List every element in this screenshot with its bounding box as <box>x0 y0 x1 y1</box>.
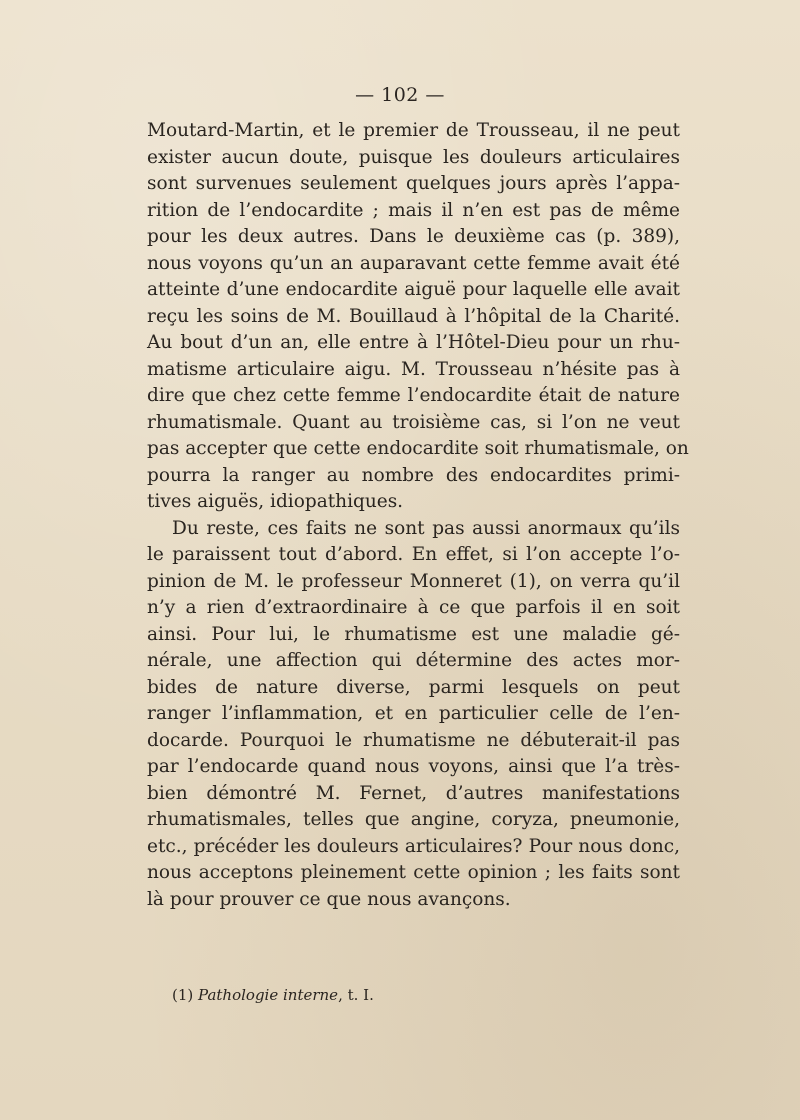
text-line: rhumatismales, telles que angine, coryza, pneumonie, <box>147 809 680 830</box>
text-line: là pour prouver ce que nous avançons. <box>147 888 511 910</box>
text-line: nous voyons qu’un an auparavant cette femme avait été <box>147 252 680 274</box>
text-line: dire que chez cette femme l’endocardite était de nature <box>147 385 680 406</box>
text-line: n’y a rien d’extraordinaire à ce que parfois il en soit <box>147 597 680 618</box>
text-line: bides de nature diverse, parmi lesquels on peut <box>147 676 680 698</box>
footnote-rest: , t. I. <box>338 986 374 1004</box>
text-line: exister aucun doute, puisque les douleurs articulaires <box>147 146 680 168</box>
text-line: reçu les soins de M. Bouillaud à l’hôpital de la Charité. <box>147 305 680 327</box>
text-line: Au bout d’un an, elle entre à l’Hôtel-Dieu pour un rhu- <box>147 332 680 353</box>
page-number: — 102 — <box>355 84 445 106</box>
text-line: atteinte d’une endocardite aiguë pour laquelle elle avait <box>147 279 680 300</box>
text-line: ranger l’inflammation, et en particulier celle de l’en- <box>147 703 680 724</box>
text-line: Du reste, ces faits ne sont pas aussi anormaux qu’ils <box>172 517 680 539</box>
footnote-marker: (1) <box>172 986 194 1004</box>
paragraph-1 <box>147 118 689 516</box>
text-line: rition de l’endocardite ; mais il n’en est pas de même <box>147 199 680 221</box>
text-line: le paraissent tout d’abord. En effet, si l’on accepte l’o- <box>147 544 680 565</box>
text-line: pour les deux autres. Dans le deuxième cas (p. 389), <box>147 226 680 247</box>
text-line: nérale, une affection qui détermine des actes mor- <box>147 650 680 671</box>
text-line: Moutard-Martin, et le premier de Trousseau, il ne peut <box>147 120 680 141</box>
text-line: ainsi. Pour lui, le rhumatisme est une maladie gé- <box>147 623 680 645</box>
text-line: matisme articulaire aigu. M. Trousseau n’hésite pas à <box>147 358 680 380</box>
text-line: rhumatismale. Quant au troisième cas, si l’on ne veut <box>147 411 680 433</box>
body-text <box>147 118 689 913</box>
text-line: pourra la ranger au nombre des endocardites primi- <box>147 464 680 486</box>
text-line: etc., précéder les douleurs articulaires? Pour nous donc, <box>147 835 680 857</box>
text-line: nous acceptons pleinement cette opinion ; les faits sont <box>147 862 680 883</box>
paragraph-2 <box>147 516 680 914</box>
text-line: docarde. Pourquoi le rhumatisme ne débuterait-il pas <box>147 729 680 751</box>
text-line: par l’endocarde quand nous voyons, ainsi que l’a très- <box>147 756 680 777</box>
text-line: sont survenues seulement quelques jours après l’appa- <box>147 173 680 194</box>
text-line: tives aiguës, idiopathiques. <box>147 491 404 512</box>
text-line: pas accepter que cette endocardite soit rhumatismale, on <box>147 438 689 459</box>
text-line: pinion de M. le professeur Monneret (1), on verra qu’il <box>147 570 680 592</box>
footnote-title: Pathologie interne <box>198 986 339 1004</box>
text-line: bien démontré M. Fernet, d’autres manifestations <box>147 782 680 804</box>
footnote <box>172 986 374 1004</box>
